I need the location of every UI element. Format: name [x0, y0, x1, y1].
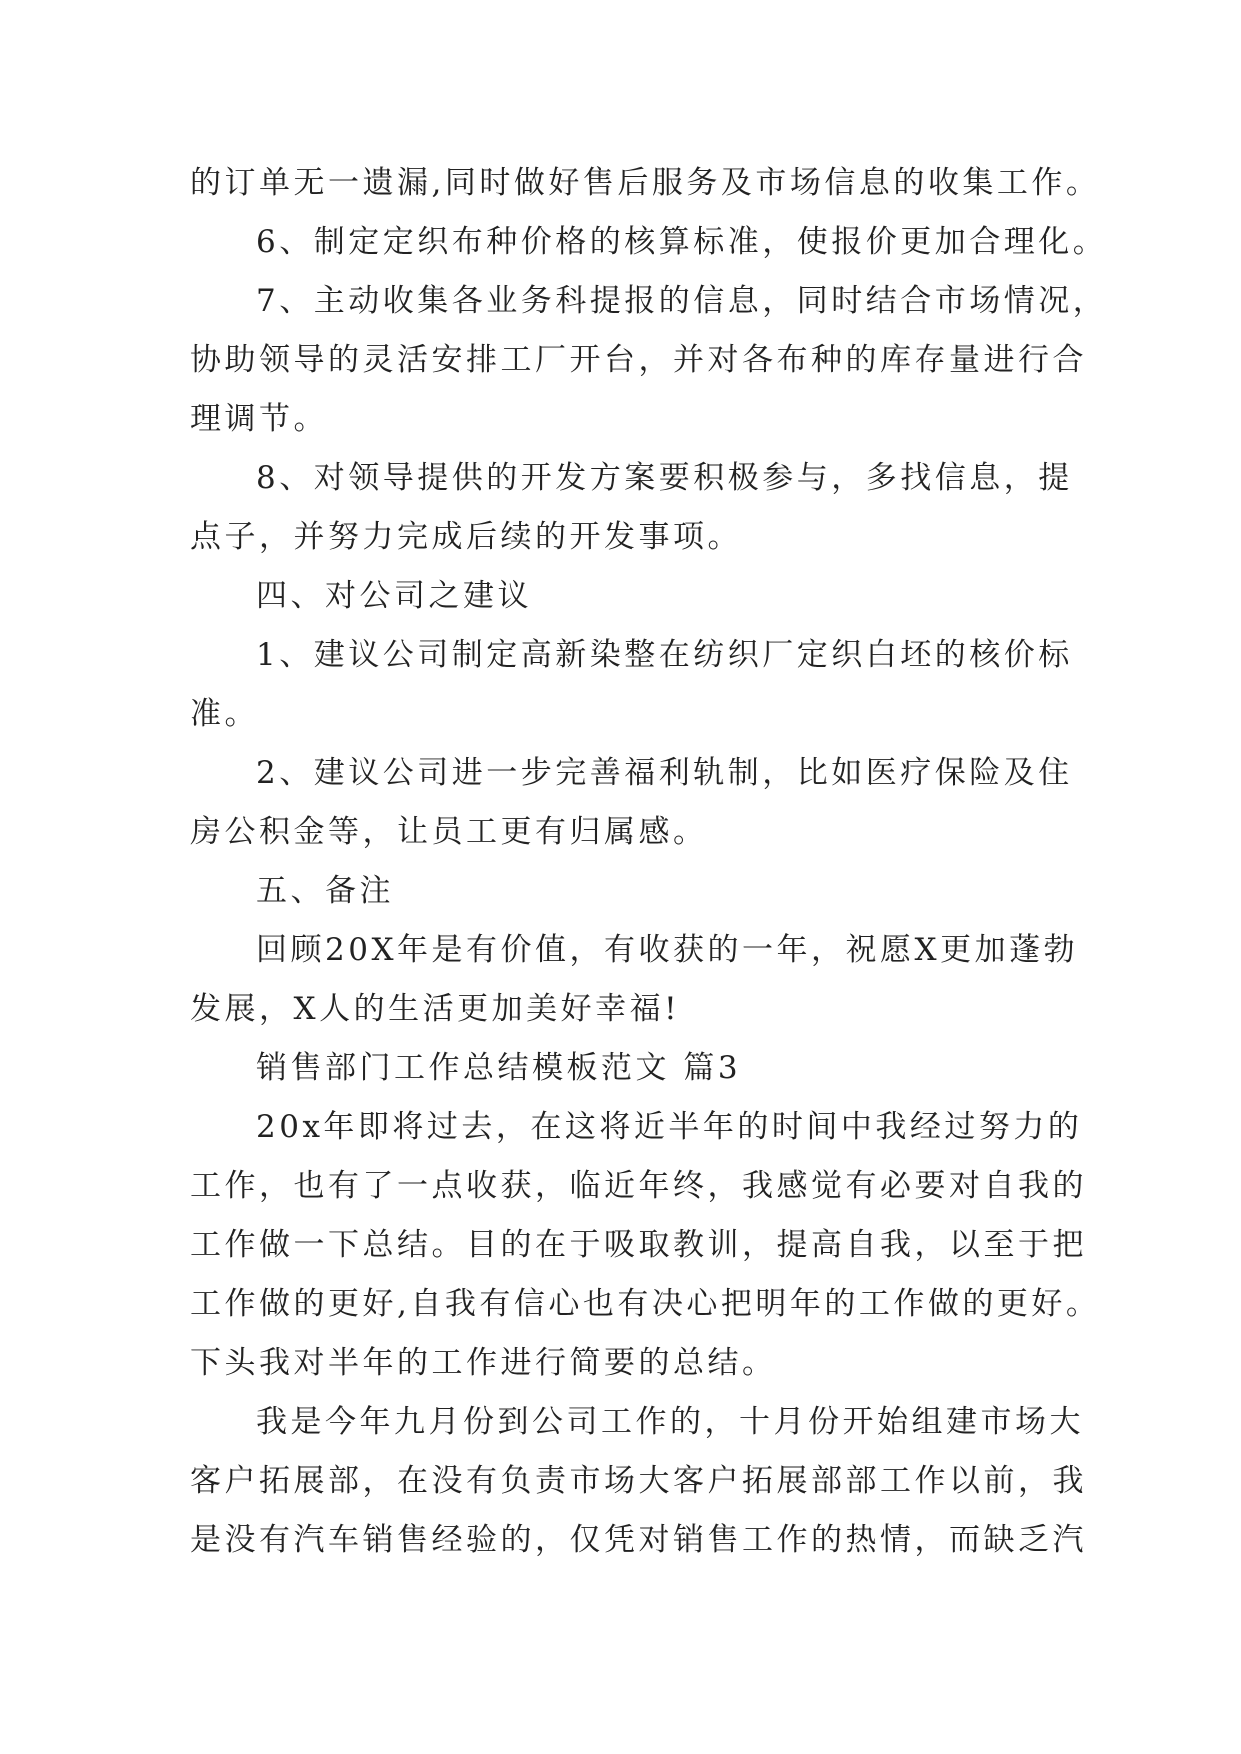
text-line: 8、对领导提供的开发方案要积极参与，多找信息，提 [256, 460, 1073, 496]
text-line: 发展，X人的生活更加美好幸福! [190, 991, 681, 1027]
text-line: 理调节。 [190, 401, 328, 437]
text-line: 客户拓展部，在没有负责市场大客户拓展部部工作以前，我 [190, 1463, 1087, 1499]
text-line: 工作做的更好,自我有信心也有决心把明年的工作做的更好。 [190, 1286, 1101, 1322]
document-body [190, 154, 1108, 1570]
text-line: 回顾20X年是有价值，有收获的一年，祝愿X更加蓬勃 [256, 932, 1079, 968]
text-line: 6、制定定织布种价格的核算标准，使报价更加合理化。 [256, 224, 1108, 260]
text-line: 1、建议公司制定高新染整在纺织厂定织白坯的核价标 [256, 637, 1073, 673]
text-line: 20x年即将过去，在这将近半年的时间中我经过努力的 [256, 1109, 1083, 1145]
text-line: 下头我对半年的工作进行简要的总结。 [190, 1345, 777, 1381]
text-line: 7、主动收集各业务科提报的信息，同时结合市场情况， [256, 283, 1108, 319]
text-line: 是没有汽车销售经验的，仅凭对销售工作的热情，而缺乏汽 [190, 1522, 1087, 1558]
text-line: 的订单无一遗漏,同时做好售后服务及市场信息的收集工作。 [190, 165, 1101, 201]
text-line: 我是今年九月份到公司工作的，十月份开始组建市场大 [256, 1404, 1084, 1440]
text-line: 工作，也有了一点收获，临近年终，我感觉有必要对自我的 [190, 1168, 1087, 1204]
text-line: 点子，并努力完成后续的开发事项。 [190, 519, 742, 555]
text-line: 协助领导的灵活安排工厂开台，并对各布种的库存量进行合 [190, 342, 1087, 378]
section-heading: 四、对公司之建议 [256, 578, 532, 614]
section-heading: 五、备注 [256, 873, 394, 909]
text-line: 准。 [190, 696, 259, 732]
text-line: 2、建议公司进一步完善福利轨制，比如医疗保险及住 [256, 755, 1073, 791]
text-line: 房公积金等，让员工更有归属感。 [190, 814, 708, 850]
text-line: 工作做一下总结。目的在于吸取教训，提高自我，以至于把 [190, 1227, 1087, 1263]
article-title: 销售部门工作总结模板范文 篇3 [256, 1050, 742, 1086]
